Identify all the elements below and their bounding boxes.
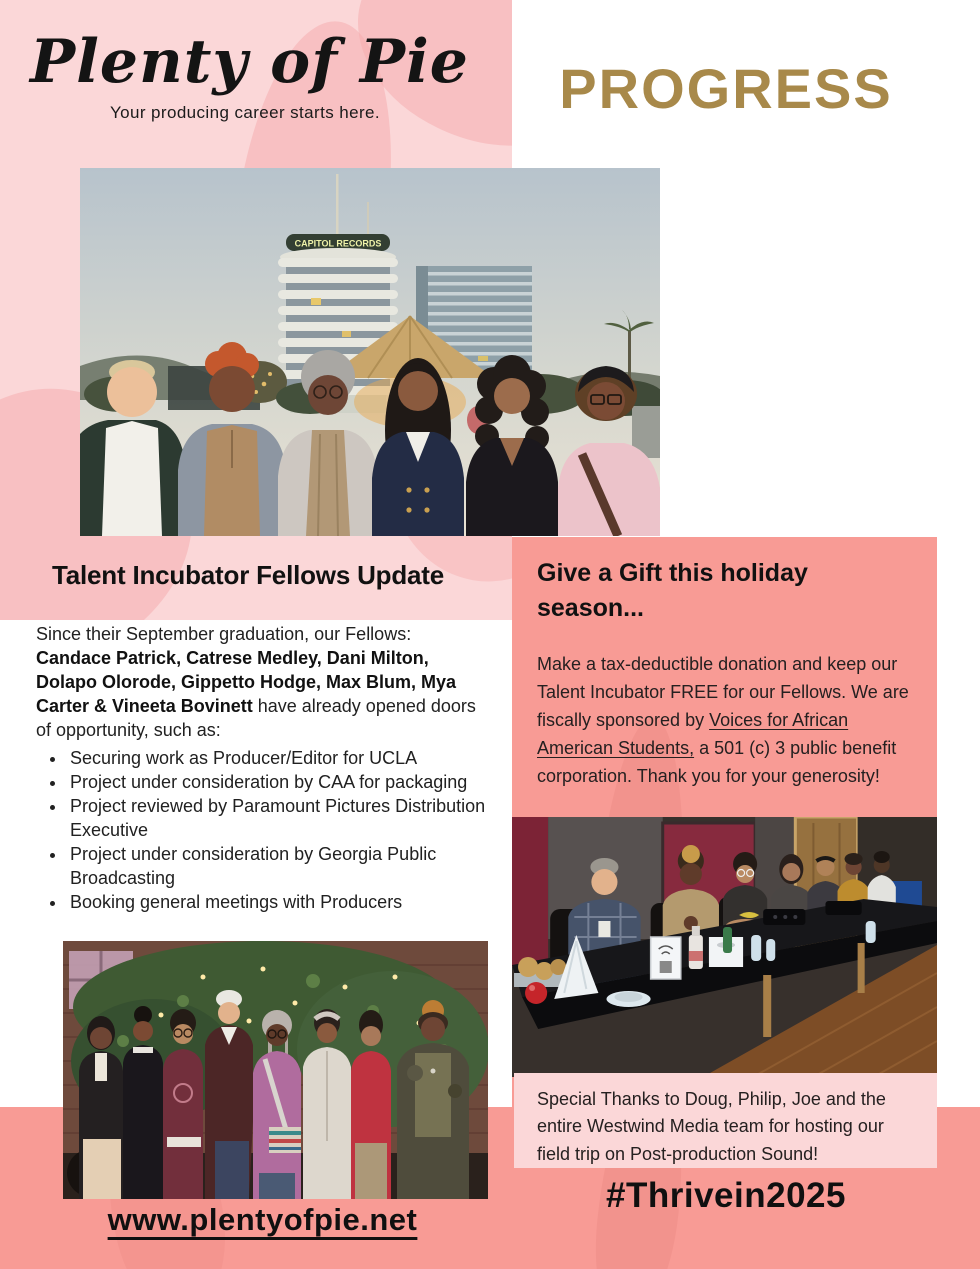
hero-photo-illustration xyxy=(80,168,660,536)
fellows-names: Candace Patrick, Catrese Medley, Dani Milton, Dolapo Olorode, Gippetto Hodge, Max Blum, Mya Carter & Vineeta Bovinett xyxy=(36,648,457,717)
restaurant-photo-illustration xyxy=(63,941,488,1199)
list-item: • Project under consideration by Georgia Public Broadcasting xyxy=(67,842,486,890)
list-item: • Booking general meetings with Producers xyxy=(67,890,486,914)
fellows-intro: Since their September graduation, our Fellows: Candace Patrick, Catrese Medley, Dani Milton, Dolapo Olorode, Gippetto Hodge, Max Blum, Mya Carter & Vineeta Bovinett have already opened doors of opportunity, such as: xyxy=(36,624,476,741)
fellows-update-body xyxy=(36,622,486,914)
page-title: PROGRESS xyxy=(559,57,893,120)
studio-field-trip-photo xyxy=(512,817,937,1077)
donation-body: Make a tax-deductible donation and keep our Talent Incubator FREE for our Fellows. We are fiscally sponsored by Voices for African American Students, a 501 (c) 3 public benefit corporation. Thank you for your generosity! xyxy=(537,654,909,787)
list-item: • Securing work as Producer/Editor for UCLA xyxy=(67,746,486,770)
brand-logo xyxy=(30,16,469,123)
hashtag-thrive-2025: #Thrivein2025 xyxy=(606,1176,846,1215)
website-link[interactable]: www.plentyofpie.net xyxy=(107,1202,418,1237)
hero-photo-capitol-records xyxy=(80,168,660,536)
fellows-update-heading: Talent Incubator Fellows Update xyxy=(52,560,445,590)
brand-tagline: Your producing career starts here. xyxy=(109,103,380,122)
capitol-records-sign: CAPITOL RECORDS xyxy=(294,238,382,249)
studio-photo-illustration xyxy=(512,817,937,1077)
voices-for-african-american-students-link[interactable]: Voices for African American Students, xyxy=(537,710,849,759)
special-thanks-note: Special Thanks to Doug, Philip, Joe and the entire Westwind Media team for hosting our field trip on Post-production Sound! xyxy=(514,1073,937,1168)
list-item: • Project reviewed by Paramount Pictures Distribution Executive xyxy=(67,794,486,842)
give-a-gift-heading: Give a Gift this holiday season... xyxy=(537,559,808,622)
fellows-achievements-list xyxy=(36,746,486,915)
brand-logo-text: Plenty of Pie xyxy=(30,27,469,97)
list-item: • Project under consideration by CAA for packaging xyxy=(67,770,486,794)
fellows-restaurant-photo xyxy=(63,941,488,1199)
